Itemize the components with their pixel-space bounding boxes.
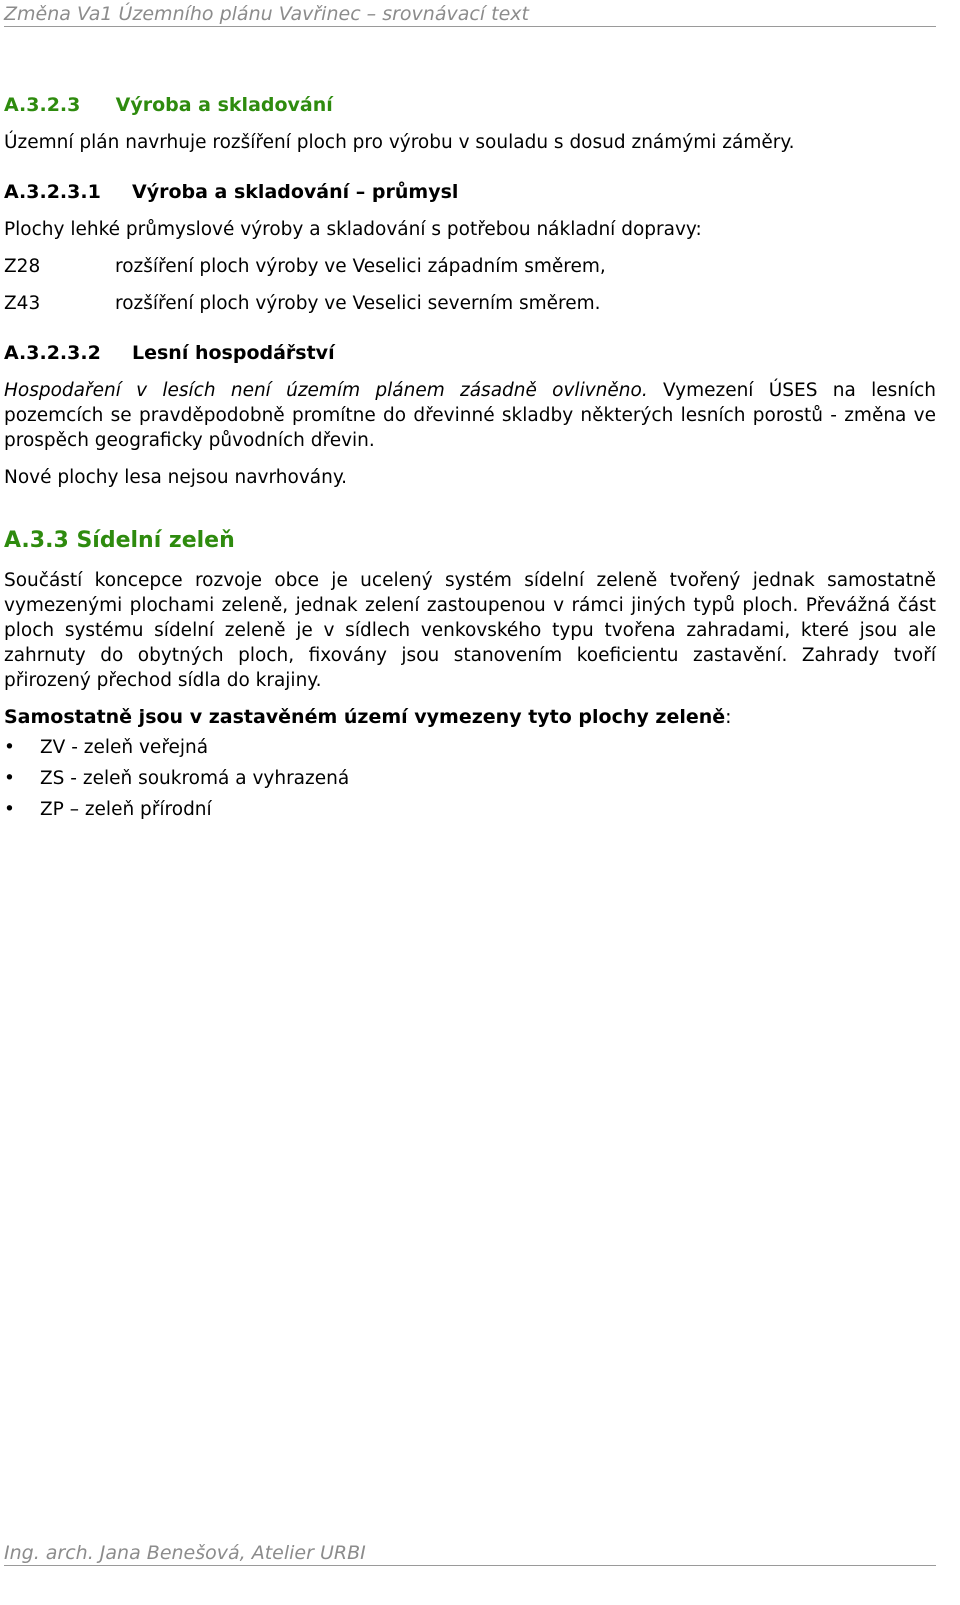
- section-title: Výroba a skladování: [115, 94, 333, 116]
- bullet-icon: •: [4, 799, 15, 820]
- section-title: Sídelní zeleň: [76, 528, 235, 553]
- section-intro-a323: Územní plán navrhuje rozšíření ploch pro výrobu v souladu s dosud známými záměry.: [4, 132, 795, 153]
- item-text: rozšíření ploch výroby ve Veselici severním směrem.: [115, 293, 601, 314]
- page-footer: [4, 1541, 936, 1566]
- section-number: A.3.2.3.1: [4, 181, 101, 203]
- bullet-text: ZV - zeleň veřejná: [40, 737, 209, 758]
- footer-text: Ing. arch. Jana Benešová, Atelier URBI: [4, 1542, 366, 1564]
- list-heading: [4, 705, 732, 729]
- paragraph-forestry: [4, 378, 936, 453]
- header-title: Změna Va1 Územního plánu Vavřinec – srovnávací text: [4, 3, 529, 25]
- section-number: A.3.2.3: [4, 94, 81, 116]
- paragraph-green-system: Součástí koncepce rozvoje obce je ucelený systém sídelní zeleně tvořený jednak samostatně vymezenými plochami zeleně, jednak zelení zastoupenou v rámci jiných typů ploch. Převážná část ploch systému sídelní zeleně je v sídlech venkovského typu tvořena zahradami, které jsou ale zahrnuty do obytných ploch, fixovány jsou stanovením koeficientu zastavění. Zahrady tvoří přirozený přechod sídla do krajiny.: [4, 570, 936, 691]
- section-title: Výroba a skladování – průmysl: [132, 181, 459, 203]
- bullet-text: ZS - zeleň soukromá a vyhrazená: [40, 768, 350, 789]
- list-item: [4, 767, 349, 791]
- page-header: [4, 2, 936, 27]
- section-heading-a323: [4, 93, 333, 117]
- paragraph-no-new-forest: Nové plochy lesa nejsou navrhovány.: [4, 467, 348, 488]
- item-code: Z43: [4, 293, 41, 314]
- section-number: A.3.3: [4, 528, 69, 553]
- list-item: [4, 736, 208, 760]
- section-heading-a3232: [4, 341, 335, 365]
- bullet-icon: •: [4, 768, 15, 789]
- paragraph-italic-part: Hospodaření v lesích není územím plánem zásadně ovlivněno.: [4, 380, 648, 401]
- list-heading-colon: :: [725, 706, 732, 728]
- section-intro-a3231: Plochy lehké průmyslové výroby a skladování s potřebou nákladní dopravy:: [4, 219, 702, 240]
- list-item: [4, 798, 212, 822]
- section-title: Lesní hospodářství: [132, 342, 335, 364]
- section-number: A.3.2.3.2: [4, 342, 101, 364]
- bullet-icon: •: [4, 737, 15, 758]
- item-code: Z28: [4, 256, 41, 277]
- paragraph-rest: Vymezení ÚSES na lesních pozemcích se pravděpodobně promítne do dřevinné skladby některých lesních porostů - změna ve prospěch geograficky původních dřevin.: [4, 380, 936, 451]
- section-heading-a33: [4, 527, 235, 555]
- list-item: [4, 292, 601, 316]
- bullet-text: ZP – zeleň přírodní: [40, 799, 212, 820]
- section-heading-a3231: [4, 180, 458, 204]
- item-text: rozšíření ploch výroby ve Veselici západním směrem,: [115, 256, 606, 277]
- list-heading-text: Samostatně jsou v zastavěném území vymezeny tyto plochy zeleně: [4, 706, 726, 728]
- list-item: [4, 255, 606, 279]
